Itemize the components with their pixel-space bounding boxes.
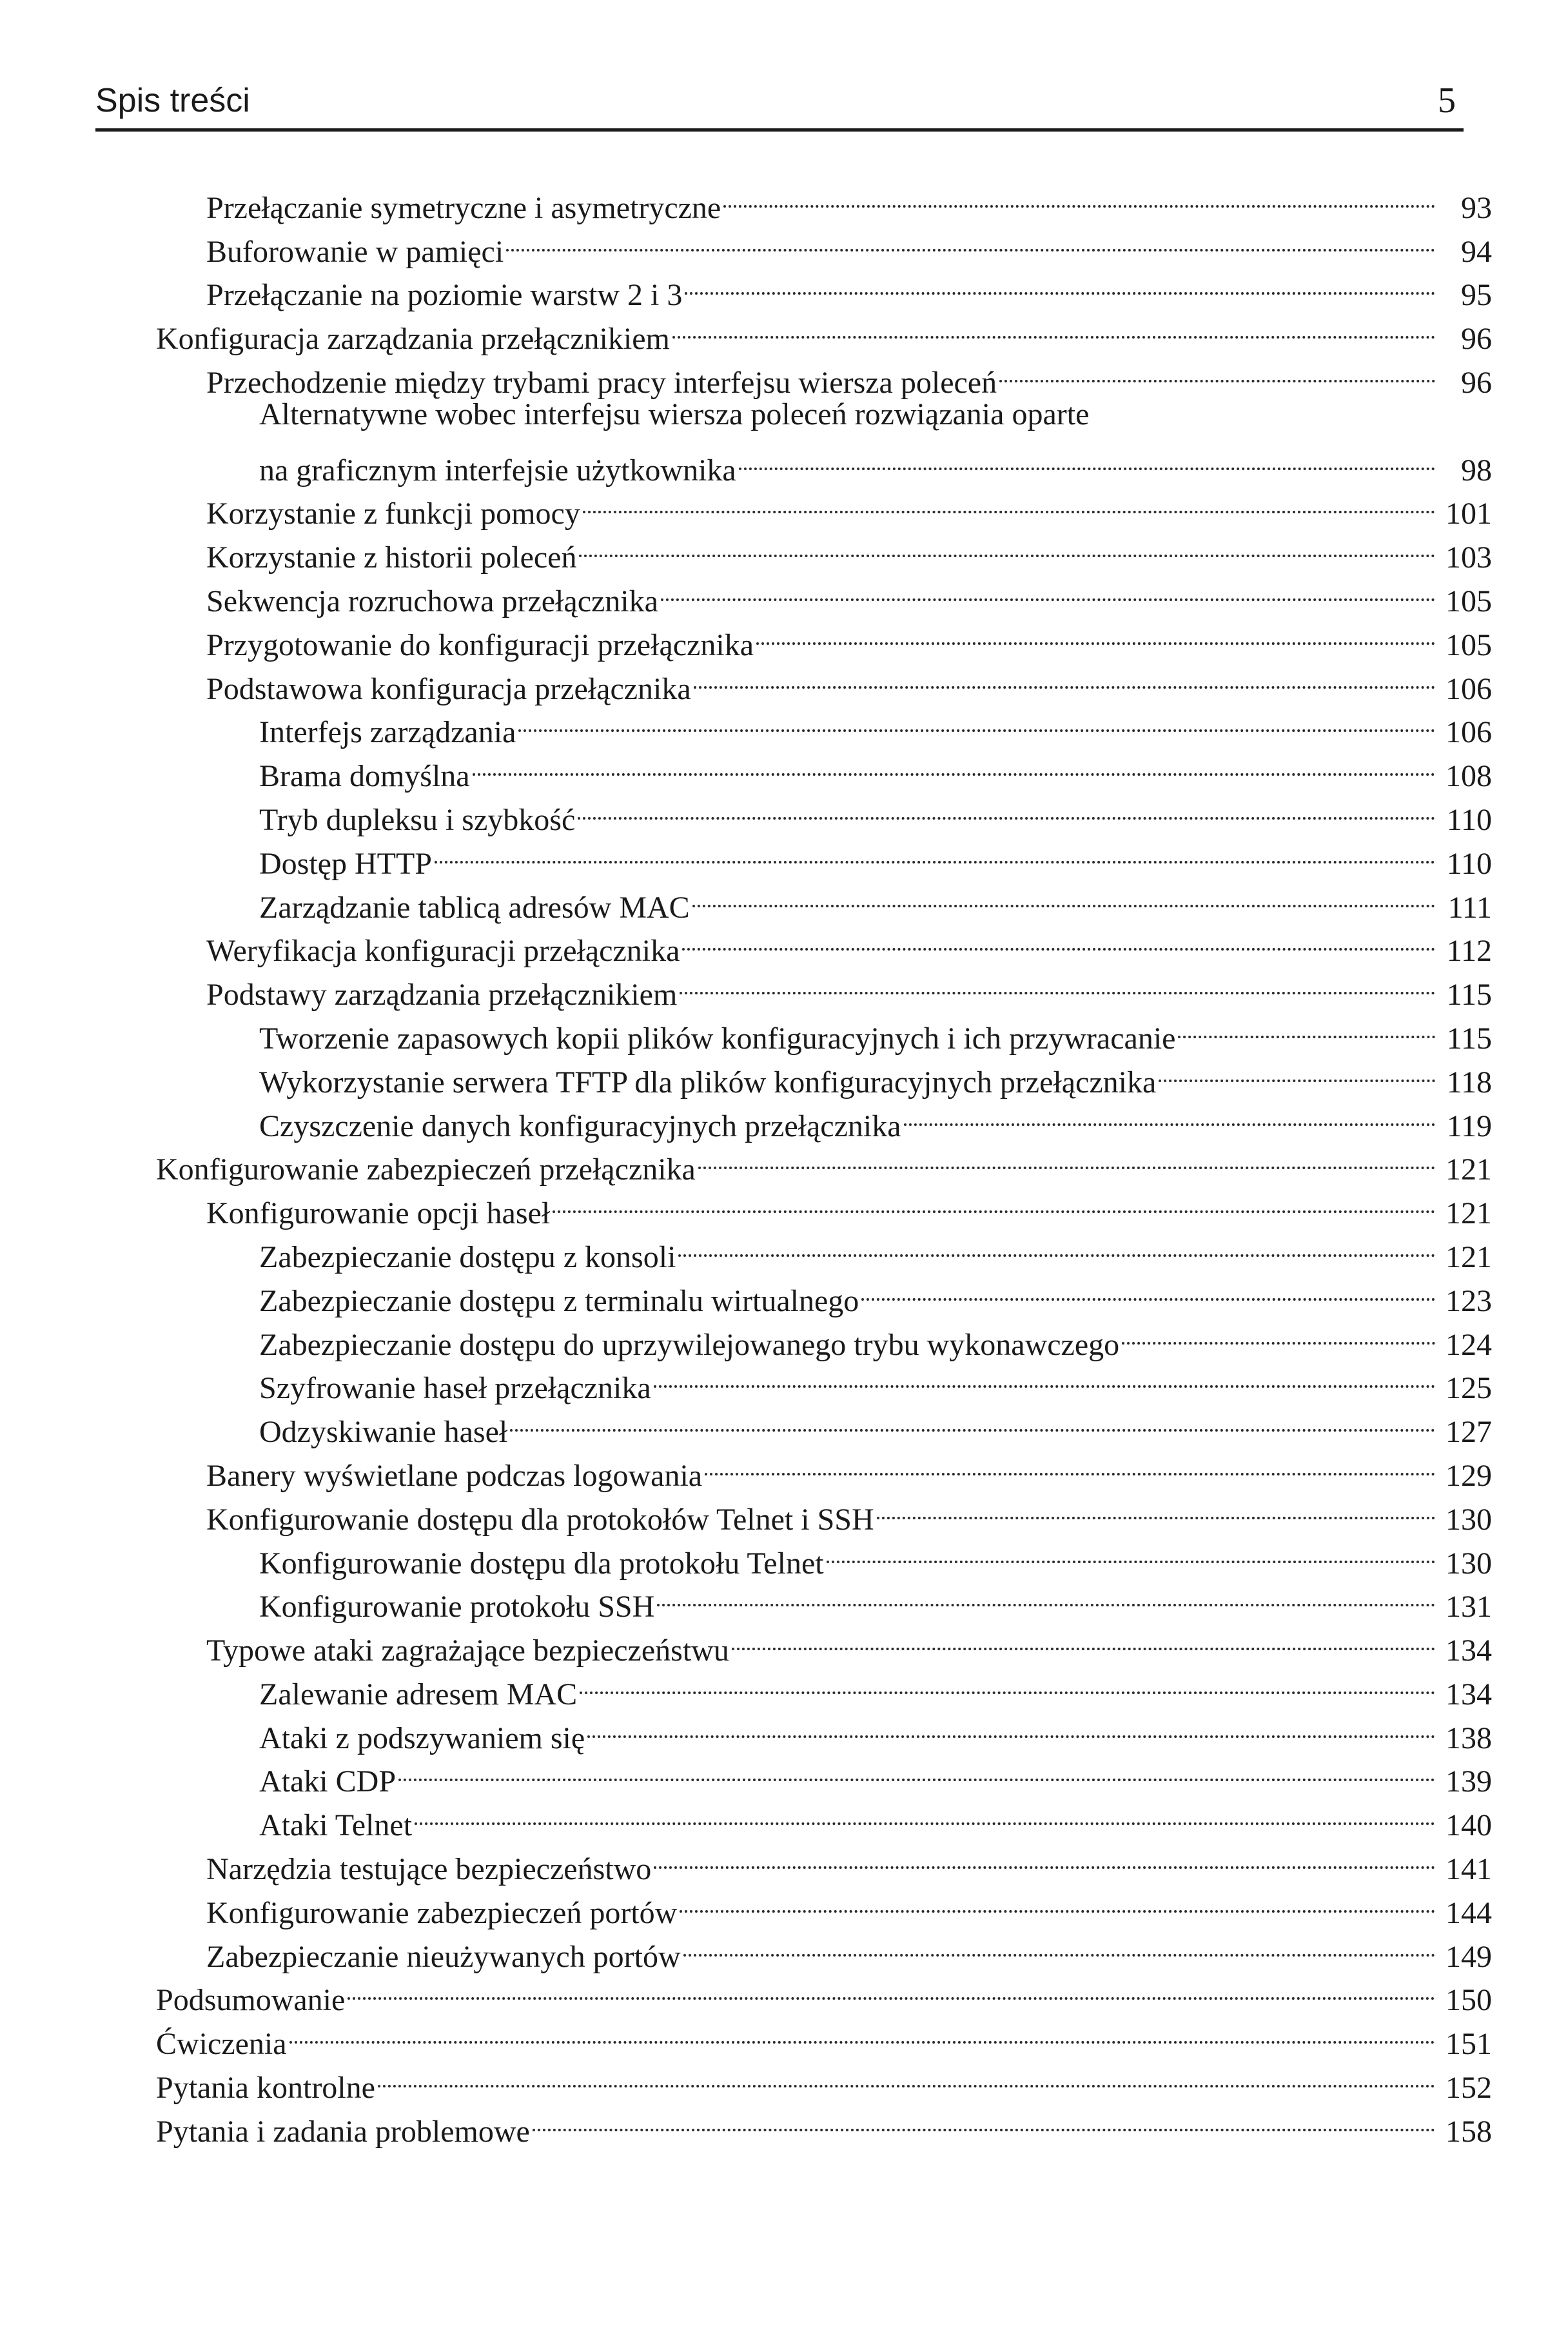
dot-leader (348, 1967, 1435, 2011)
toc-entry-page: 96 (1461, 365, 1492, 400)
toc-entry-title: Wykorzystanie serwera TFTP dla plików konfiguracyjnych przełącznika (259, 1065, 1157, 1100)
toc-entry-page: 95 (1461, 278, 1492, 313)
toc-entry[interactable] (156, 830, 1492, 881)
toc-entry-title: Konfigurowanie protokołu SSH (259, 1590, 655, 1624)
toc-entry-title: Konfiguracja zarządzania przełącznikiem (156, 322, 670, 357)
toc-entry[interactable] (156, 218, 1492, 269)
toc-entry-title: Odzyskiwanie haseł (259, 1415, 508, 1450)
toc-entry-title: Tryb dupleksu i szybkość (259, 802, 576, 837)
toc-entry[interactable] (156, 611, 1492, 662)
toc-entry-title: Zarządzanie tablicą adresów MAC (259, 890, 690, 925)
toc-entry-page: 115 (1446, 1021, 1492, 1056)
toc-entry-title: Ćwiczenia (156, 2027, 287, 2062)
dot-leader (682, 918, 1435, 962)
toc-entry-page: 124 (1446, 1327, 1492, 1362)
dot-leader (398, 1748, 1435, 1792)
toc-entry[interactable] (156, 1661, 1492, 1711)
dot-leader (657, 1573, 1435, 1617)
toc-entry-title: Podstawy zarządzania przełącznikiem (206, 978, 678, 1012)
dot-leader (999, 349, 1435, 393)
toc-entry-title: na graficznym interfejsie użytkownika (259, 453, 736, 488)
dot-leader (510, 1398, 1435, 1442)
dot-leader (378, 2054, 1435, 2098)
toc-entry-title: Szyfrowanie haseł przełącznika (259, 1371, 651, 1406)
dot-leader (533, 2098, 1435, 2142)
toc-entry[interactable] (156, 655, 1492, 706)
toc-entry-title: Korzystanie z funkcji pomocy (206, 497, 580, 531)
toc-entry[interactable] (156, 567, 1492, 618)
toc-entry[interactable] (156, 437, 1492, 488)
toc-entry-page: 123 (1446, 1283, 1492, 1318)
toc-entry-page: 101 (1446, 497, 1492, 531)
toc-entry-title: Brama domyślna (259, 759, 470, 794)
toc-entry-title: Ataki z podszywaniem się (259, 1721, 585, 1755)
toc-entry-page: 105 (1446, 584, 1492, 618)
toc-entry[interactable] (156, 1355, 1492, 1406)
toc-entry-page: 144 (1446, 1895, 1492, 1930)
toc-entry[interactable] (156, 2054, 1492, 2106)
dot-leader (723, 174, 1435, 218)
toc-entry-page: 94 (1461, 234, 1492, 269)
toc-entry[interactable] (156, 1136, 1492, 1187)
dot-leader (579, 524, 1435, 567)
dot-leader (654, 1355, 1435, 1399)
dot-leader (861, 1267, 1435, 1311)
toc-entry-page: 110 (1446, 846, 1492, 881)
dot-leader (692, 874, 1435, 918)
dot-leader (672, 305, 1435, 349)
toc-entry-title: Pytania i zadania problemowe (156, 2114, 530, 2149)
toc-entry-title: Konfigurowanie dostępu dla protokołu Telnet (259, 1546, 824, 1581)
toc-entry-title: Czyszczenie danych konfiguracyjnych przełącznika (259, 1109, 901, 1143)
toc-entry[interactable] (156, 1791, 1492, 1843)
toc-entry-page: 105 (1446, 627, 1492, 662)
dot-leader (580, 1661, 1435, 1704)
toc-entry[interactable] (156, 742, 1492, 794)
running-header-title: Spis treści (95, 82, 250, 119)
dot-leader (518, 699, 1435, 743)
toc-entry[interactable] (156, 961, 1492, 1012)
toc-entry[interactable] (156, 699, 1492, 750)
toc-entry[interactable] (156, 874, 1492, 925)
toc-entry-title: Konfigurowanie zabezpieczeń portów (206, 1895, 678, 1930)
dot-leader (506, 218, 1435, 262)
toc-entry[interactable] (156, 1835, 1492, 1887)
toc-entry[interactable] (156, 262, 1492, 313)
toc-entry[interactable] (156, 1442, 1492, 1493)
toc-entry-page: 134 (1446, 1677, 1492, 1711)
toc-entry-title: Dostęp HTTP (259, 846, 432, 881)
toc-entry[interactable] (156, 524, 1492, 575)
toc-entry-page: 141 (1446, 1852, 1492, 1887)
toc-entry-title: Konfigurowanie dostępu dla protokołów Telnet i SSH (206, 1502, 874, 1537)
toc-entry-page: 131 (1446, 1590, 1492, 1624)
toc-entry[interactable] (156, 1530, 1492, 1581)
toc-entry-page: 106 (1446, 715, 1492, 750)
toc-entry-title: Ataki Telnet (259, 1808, 413, 1843)
toc-entry[interactable] (156, 1879, 1492, 1930)
toc-entry-page: 93 (1461, 190, 1492, 225)
toc-entry-title: Konfigurowanie opcji haseł (206, 1196, 551, 1231)
toc-entry[interactable] (156, 1967, 1492, 2018)
toc-entry-title: Alternatywne wobec interfejsu wiersza poleceń rozwiązania oparte (259, 397, 1090, 431)
dot-leader (698, 1136, 1435, 1180)
toc-entry-title: Podstawowa konfiguracja przełącznika (206, 671, 691, 706)
toc-entry-page: 125 (1446, 1371, 1492, 1406)
dot-leader (756, 611, 1435, 655)
toc-entry[interactable] (156, 1005, 1492, 1056)
toc-entry-page: 151 (1446, 2027, 1492, 2062)
toc-entry-title: Weryfikacja konfiguracji przełącznika (206, 934, 680, 969)
toc-entry-title: Zabezpieczanie nieużywanych portów (206, 1939, 681, 1974)
toc-entry[interactable] (156, 1748, 1492, 1799)
toc-entry-page: 121 (1446, 1152, 1492, 1187)
toc-entry[interactable] (156, 1923, 1492, 1974)
toc-entry-page: 152 (1446, 2071, 1492, 2106)
toc-entry-page: 112 (1446, 934, 1492, 969)
toc-entry-page: 108 (1446, 759, 1492, 794)
dot-leader (473, 742, 1435, 786)
toc-entry-title: Konfigurowanie zabezpieczeń przełącznika (156, 1152, 696, 1187)
toc-entry[interactable] (156, 1398, 1492, 1450)
dot-leader (553, 1179, 1435, 1223)
dot-leader (683, 1923, 1435, 1967)
toc-entry[interactable] (156, 1179, 1492, 1231)
toc-entry-page: 115 (1446, 978, 1492, 1012)
toc-entry-title: Pytania kontrolne (156, 2071, 375, 2106)
toc-entry-page: 118 (1446, 1065, 1492, 1100)
toc-entry-page: 111 (1447, 890, 1492, 925)
toc-entry[interactable] (156, 1573, 1492, 1624)
dot-leader (1122, 1311, 1435, 1355)
dot-leader (289, 2010, 1435, 2054)
toc-entry-page: 98 (1461, 453, 1492, 488)
dot-leader (732, 1617, 1435, 1661)
dot-leader (661, 567, 1435, 611)
toc-entry[interactable] (156, 393, 1492, 437)
dot-leader (739, 437, 1435, 480)
toc-entry[interactable] (156, 305, 1492, 357)
dot-leader (827, 1530, 1435, 1573)
toc-entry[interactable] (156, 786, 1492, 837)
toc-entry[interactable] (156, 1617, 1492, 1668)
dot-leader (705, 1442, 1435, 1486)
toc-entry[interactable] (156, 918, 1492, 969)
dot-leader (435, 830, 1435, 874)
dot-leader (1178, 1005, 1435, 1049)
toc-entry-page: 134 (1446, 1633, 1492, 1668)
dot-leader (415, 1791, 1435, 1835)
toc-entry-title: Podsumowanie (156, 1983, 346, 2018)
toc-entry-title: Przełączanie na poziomie warstw 2 i 3 (206, 278, 683, 313)
toc-entry-title: Buforowanie w pamięci (206, 234, 504, 269)
toc-entry-title: Tworzenie zapasowych kopii plików konfiguracyjnych i ich przywracanie (259, 1021, 1176, 1056)
dot-leader (578, 786, 1435, 830)
toc-entry[interactable] (156, 1486, 1492, 1537)
toc-entry[interactable] (156, 480, 1492, 531)
toc-entry-page: 130 (1446, 1502, 1492, 1537)
toc-entry-page: 110 (1446, 802, 1492, 837)
dot-leader (1159, 1049, 1435, 1092)
table-of-contents (156, 174, 1492, 2149)
toc-entry-page: 119 (1446, 1109, 1492, 1143)
toc-entry[interactable] (156, 174, 1492, 225)
toc-entry-page: 127 (1446, 1415, 1492, 1450)
toc-entry[interactable] (156, 349, 1492, 400)
toc-entry-title: Zabezpieczanie dostępu do uprzywilejowanego trybu wykonawczego (259, 1327, 1120, 1362)
toc-entry-page: 103 (1446, 540, 1492, 575)
dot-leader (680, 1879, 1435, 1923)
toc-entry-page: 158 (1446, 2114, 1492, 2149)
toc-entry-title: Zabezpieczanie dostępu z terminalu wirtualnego (259, 1283, 859, 1318)
toc-entry[interactable] (156, 1267, 1492, 1318)
toc-entry[interactable] (156, 1311, 1492, 1362)
toc-entry-title: Zabezpieczanie dostępu z konsoli (259, 1239, 676, 1274)
toc-entry-page: 139 (1446, 1764, 1492, 1799)
dot-leader (877, 1486, 1435, 1530)
toc-entry-page: 140 (1446, 1808, 1492, 1843)
toc-entry[interactable] (156, 1704, 1492, 1755)
toc-entry[interactable] (156, 1049, 1492, 1100)
dot-leader (680, 961, 1435, 1005)
toc-entry-page: 149 (1446, 1939, 1492, 1974)
toc-entry-page: 121 (1446, 1196, 1492, 1231)
dot-leader (654, 1835, 1435, 1879)
toc-entry-title: Narzędzia testujące bezpieczeństwo (206, 1852, 652, 1887)
dot-leader (694, 655, 1435, 699)
toc-entry-page: 138 (1446, 1721, 1492, 1755)
toc-entry[interactable] (156, 2010, 1492, 2062)
toc-entry-title: Typowe ataki zagrażające bezpieczeństwu (206, 1633, 729, 1668)
toc-entry[interactable] (156, 1092, 1492, 1143)
dot-leader (685, 262, 1435, 306)
toc-entry-title: Ataki CDP (259, 1764, 397, 1799)
toc-entry-page: 129 (1446, 1458, 1492, 1493)
toc-entry-title: Korzystanie z historii poleceń (206, 540, 577, 575)
dot-leader (904, 1092, 1435, 1136)
toc-entry-page: 130 (1446, 1546, 1492, 1581)
toc-entry-page: 106 (1446, 671, 1492, 706)
toc-entry-title: Banery wyświetlane podczas logowania (206, 1458, 703, 1493)
toc-entry-page: 150 (1446, 1983, 1492, 2018)
toc-entry-title: Interfejs zarządzania (259, 715, 516, 750)
dot-leader (587, 1704, 1435, 1748)
page-header (95, 76, 1464, 132)
toc-entry[interactable] (156, 2098, 1492, 2149)
toc-entry-title: Przełączanie symetryczne i asymetryczne (206, 190, 721, 225)
toc-entry-title: Zalewanie adresem MAC (259, 1677, 578, 1711)
toc-entry-page: 96 (1461, 322, 1492, 357)
toc-entry-title: Przygotowanie do konfiguracji przełącznika (206, 627, 754, 662)
toc-entry-title: Przechodzenie między trybami pracy interfejsu wiersza poleceń (206, 365, 997, 400)
toc-entry-title: Sekwencja rozruchowa przełącznika (206, 584, 658, 618)
toc-entry[interactable] (156, 1223, 1492, 1274)
dot-leader (678, 1223, 1435, 1267)
page-number: 5 (1438, 81, 1456, 121)
toc-entry-page: 121 (1446, 1239, 1492, 1274)
dot-leader (583, 480, 1435, 524)
